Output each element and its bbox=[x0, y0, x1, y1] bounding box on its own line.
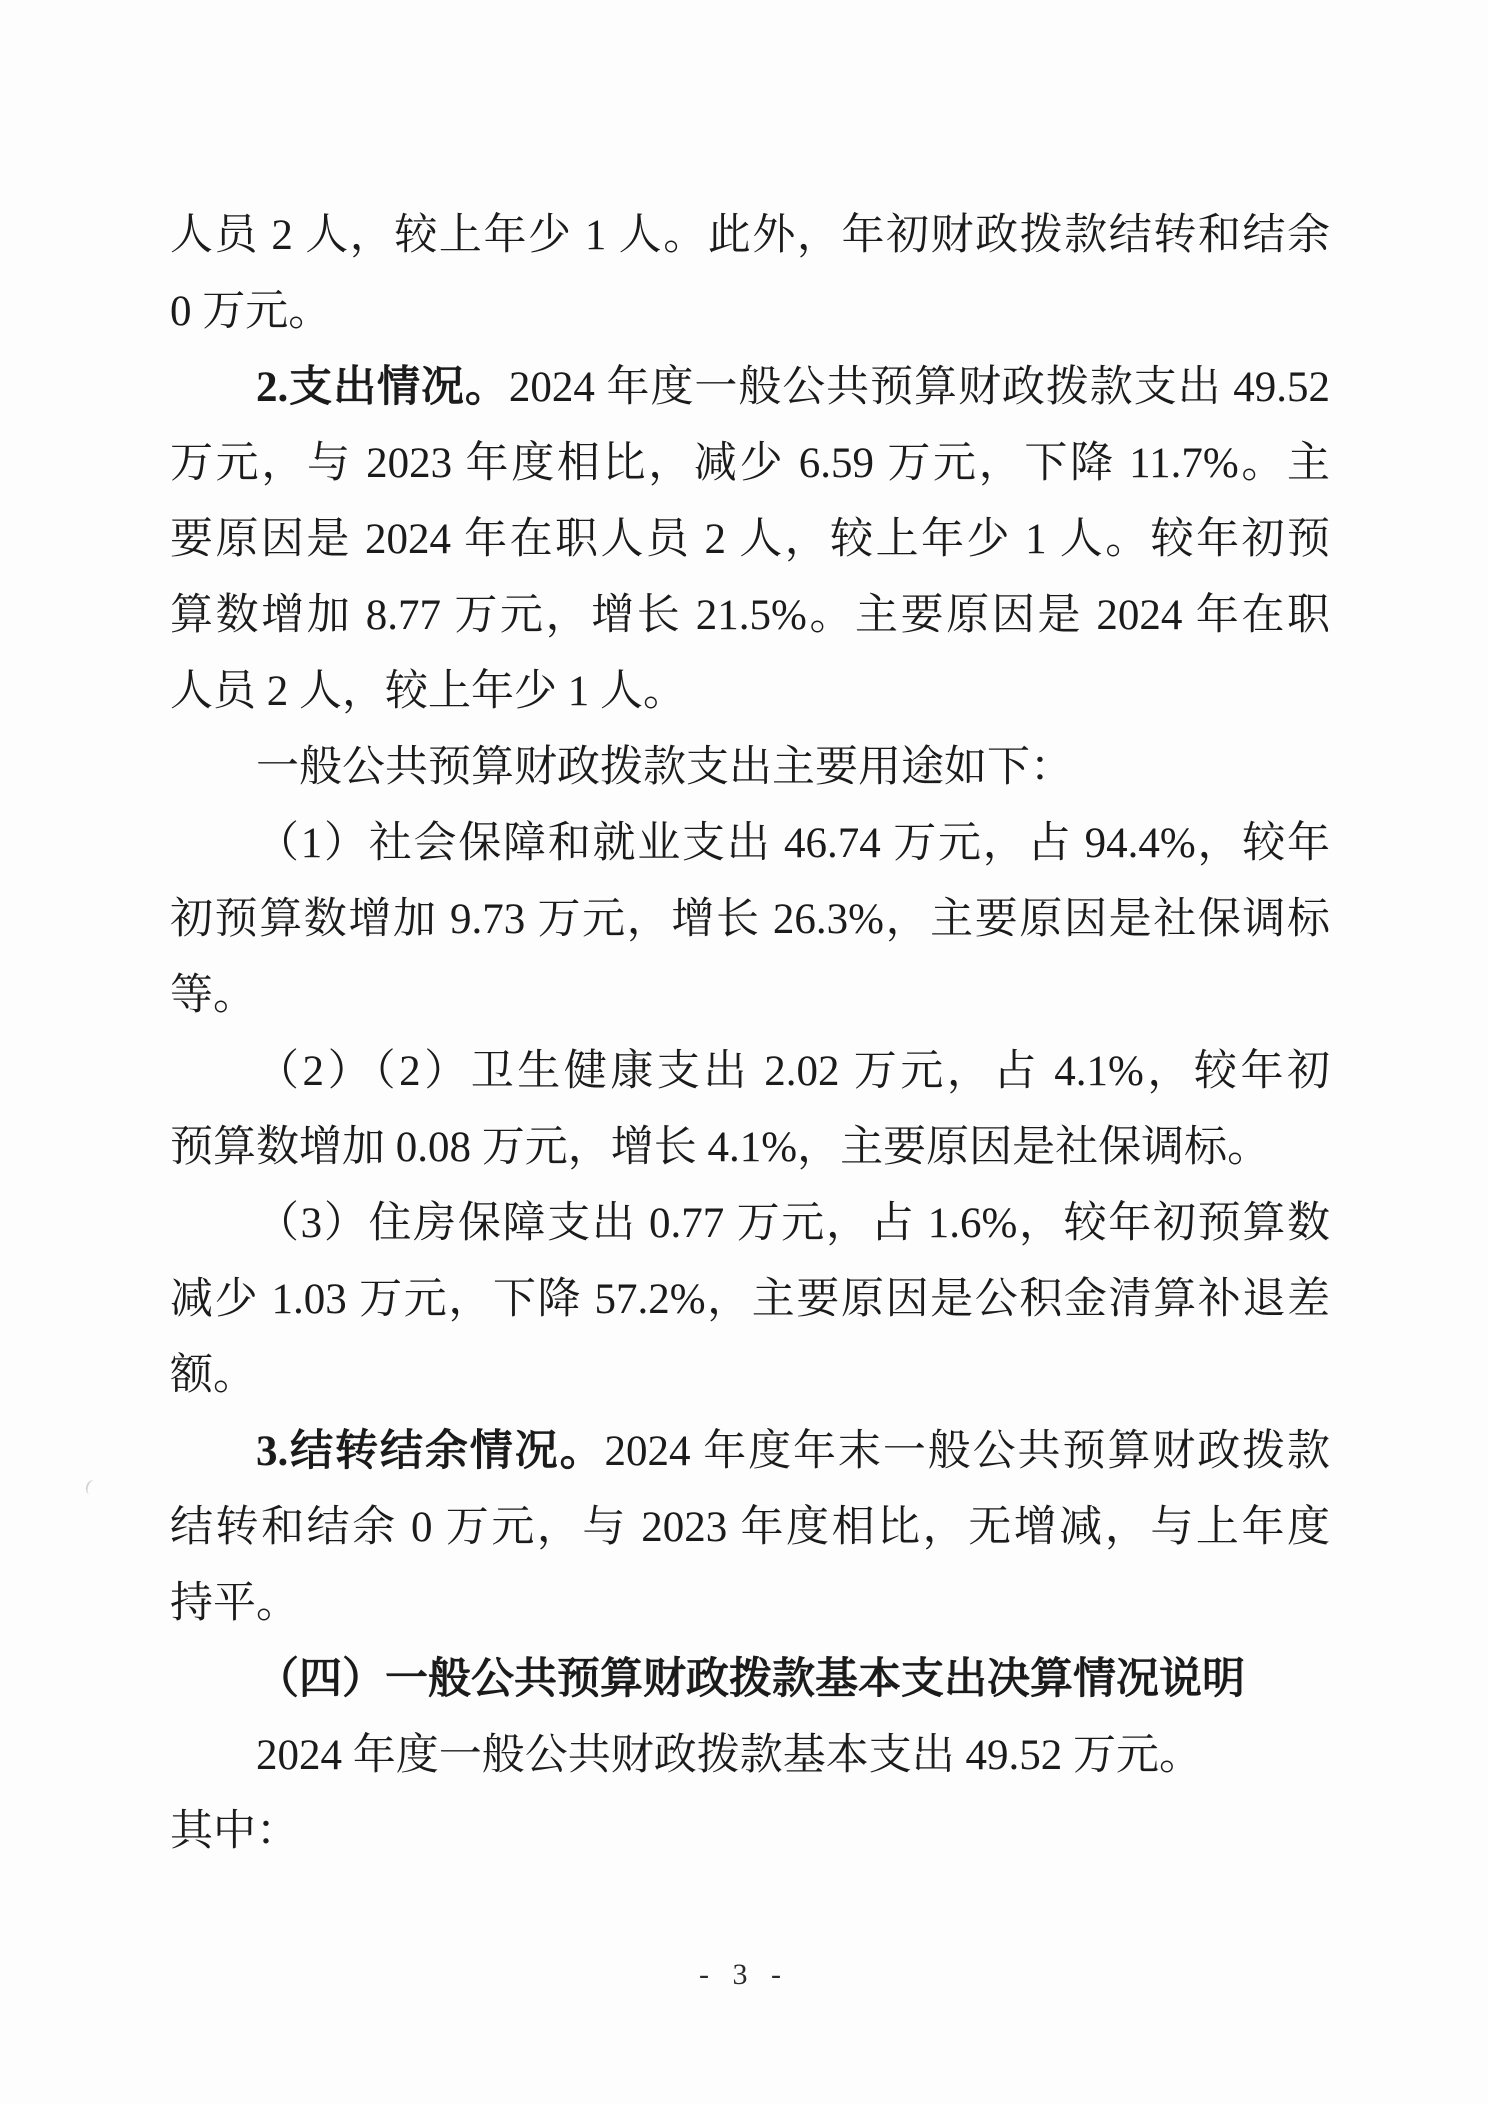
line-text: 额。 bbox=[170, 1352, 256, 1399]
line-text: 持平。 bbox=[170, 1580, 299, 1627]
text-line bbox=[170, 274, 1330, 350]
text-line bbox=[170, 1338, 1330, 1414]
text-line bbox=[170, 730, 1330, 806]
section-heading bbox=[170, 1642, 1330, 1718]
line-text: 人员 2 人，较上年少 1 人。 bbox=[170, 668, 686, 715]
line-text: 初预算数增加 9.73 万元，增长 26.3%，主要原因是社保调标 bbox=[170, 896, 1330, 943]
text-line bbox=[170, 1414, 1330, 1490]
text-line bbox=[170, 1490, 1330, 1566]
line-text: 算数增加 8.77 万元，增长 21.5%。主要原因是 2024 年在职 bbox=[170, 592, 1330, 639]
line-text: 万元，与 2023 年度相比，减少 6.59 万元，下降 11.7%。主 bbox=[170, 440, 1330, 487]
text-line bbox=[170, 1718, 1330, 1794]
line-text: 结转和结余 0 万元，与 2023 年度相比，无增减，与上年度 bbox=[170, 1504, 1330, 1551]
line-text: 要原因是 2024 年在职人员 2 人，较上年少 1 人。较年初预 bbox=[170, 516, 1330, 563]
line-text: 2024 年度一般公共财政拨款基本支出 49.52 万元。 bbox=[256, 1732, 1202, 1779]
text-line bbox=[170, 426, 1330, 502]
line-text: （1）社会保障和就业支出 46.74 万元，占 94.4%，较年 bbox=[256, 820, 1330, 867]
text-line bbox=[170, 350, 1330, 426]
line-bold-text: （四）一般公共预算财政拨款基本支出决算情况说明 bbox=[256, 1656, 1245, 1703]
line-text: （3）住房保障支出 0.77 万元，占 1.6%，较年初预算数 bbox=[256, 1200, 1330, 1247]
text-line bbox=[170, 806, 1330, 882]
text-line bbox=[170, 502, 1330, 578]
line-text: 其中： bbox=[170, 1808, 299, 1855]
text-line bbox=[170, 1110, 1330, 1186]
line-text: 2024 年度年末一般公共预算财政拨款 bbox=[604, 1428, 1331, 1475]
line-text: 等。 bbox=[170, 972, 256, 1019]
document-body bbox=[170, 198, 1330, 1870]
text-line bbox=[170, 1262, 1330, 1338]
line-text: （2）（2）卫生健康支出 2.02 万元，占 4.1%，较年初 bbox=[256, 1048, 1330, 1095]
page-number: - 3 - bbox=[699, 1958, 789, 1991]
text-line bbox=[170, 1566, 1330, 1642]
text-line bbox=[170, 198, 1330, 274]
line-bold-text: 3.结转结余情况。 bbox=[256, 1428, 605, 1475]
line-text: 2024 年度一般公共预算财政拨款支出 49.52 bbox=[508, 364, 1331, 411]
text-line bbox=[170, 1794, 1330, 1870]
text-line bbox=[170, 882, 1330, 958]
line-text: 减少 1.03 万元，下降 57.2%，主要原因是公积金清算补退差 bbox=[170, 1276, 1330, 1323]
text-line bbox=[170, 1186, 1330, 1262]
text-line bbox=[170, 578, 1330, 654]
text-line bbox=[170, 958, 1330, 1034]
line-text: 0 万元。 bbox=[170, 288, 332, 335]
text-line bbox=[170, 1034, 1330, 1110]
scan-artifact bbox=[84, 1479, 100, 1497]
text-line bbox=[170, 654, 1330, 730]
line-text: 人员 2 人，较上年少 1 人。此外，年初财政拨款结转和结余 bbox=[170, 212, 1330, 259]
line-text: 一般公共预算财政拨款支出主要用途如下： bbox=[256, 744, 1073, 791]
line-text: 预算数增加 0.08 万元，增长 4.1%，主要原因是社保调标。 bbox=[170, 1124, 1271, 1171]
line-bold-text: 2.支出情况。 bbox=[256, 364, 509, 411]
